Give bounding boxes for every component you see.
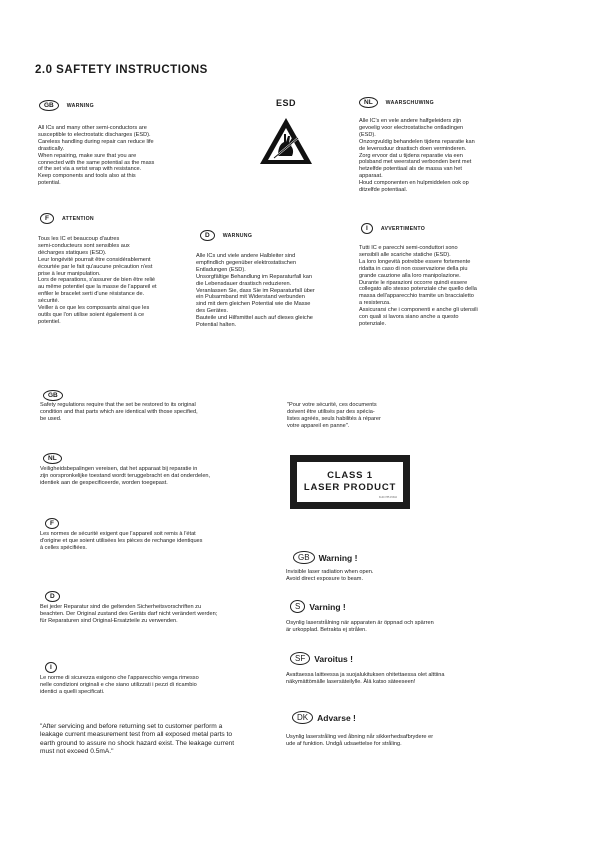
body-i-safety: Le norme di sicurezza esigono che l'apparecchio venga rimesso nelle condizioni originali e che siano utilizzati i pezzi di ricambio identici a quelli specificati. [40, 675, 199, 695]
warning-title-sf: Varoitus ! [314, 653, 353, 664]
body-nl-safety: Veiligheidsbepalingen vereisen, dat het apparaat bij reparatie in zijn oorspronkelijke toestand wordt teruggebracht en dat onderdelen, identiek aan de gespecificeerde, worden toegepast. [40, 466, 211, 486]
badge-nl-safety: NL [43, 453, 62, 464]
body-nl-esd: Alle IC's en vele andere halfgeleiders zijn gevoelig voor electrostatische ontladingen (ESD). Onzorgvuldig behandelen tijdens reparatie kan de levensduur drastisch doen verminderen. Zorg ervoor dat u tijdens reparatie via een polsband met weerstand verbonden bent met hetzelfde potentiaal als de massa van het apparaat. Houd componenten en hulpmiddelen ook op ditzelfde potentiaal. [359, 118, 475, 194]
body-d-esd: Alle ICs und viele andere Halbleiter sind empfindlich gegenüber elektrostatischen Entladungen (ESD). Unsorgfältige Behandlung im Reparaturfall kan die Lebensdauer drastisch reduzieren. Veranlassen Sie, dass Sie im Reparaturfall über ein Pulsarmband mit Widerstand verbunden sind mit dem gleichen Potential wie die Masse des Gerätes. Bauteile und Hilfsmittel auch auf dieses gleiche Potential halten. [196, 253, 315, 329]
laser-warning-body-s: Osynlig laserstrålning när apparaten är öppnad och spärren är urkopplad. Betrakta ej strålen. [286, 620, 434, 633]
warning-title-s: Varning ! [309, 601, 346, 612]
body-gb-safety: Safety regulations require that the set be restored to its original condition and that parts which are identical with those specified, be used. [40, 402, 198, 422]
warning-title-gb: Warning ! [318, 552, 358, 563]
badge-f-safety: F [45, 518, 59, 529]
badge-d: D [200, 230, 215, 241]
esd-label: ESD [276, 98, 297, 108]
laser-class-label [290, 455, 410, 509]
section-f-esd [40, 213, 94, 224]
badge-gb: GB [39, 100, 59, 111]
badge-sf-laser: SF [290, 652, 310, 665]
heading-warning: WARNING [66, 102, 94, 109]
badge-i-safety: I [45, 662, 57, 673]
laser-label-code: 3140 785 15310 [378, 496, 397, 499]
body-gb-esd: All ICs and many other semi-conductors are susceptible to electrostatic discharges (ESD). Careless handling during repair can reduce life drastically. When repairing, make sure that you are connected with the same potential as the mass of the set via a wrist wrap with resistance. Keep components and tools also at this potential. [38, 125, 155, 187]
badge-f: F [40, 213, 54, 224]
laser-warning-s [290, 600, 346, 613]
body-d-safety: Bei jeder Reparatur sind die geltenden Sicherheitsvorschriften zu beachten. Der Original zustand des Geräts darf nicht verändert werden; für Reparaturen sind Original-Ersatzteile zu verwenden. [40, 604, 218, 624]
body-i-esd: Tutti IC e parecchi semi-conduttori sono sensibili alle scariche statiche (ESD). La loro longevità potrebbe essere fortemente ridatta in caso di non osservazione della piu grande cauzione alla loro manipolazione. Durante le riparazioni occorre quindi essere collegato allo stesso potenziale che quello della massa dell'apparecchio tramite un braccialetto a resistenza. Assicurarsi che i componenti e anche gli utensili con quali si lavora siano anche a questo potenziale. [359, 245, 478, 327]
laser-warning-body-gb: Invisible laser radiation when open. Avoid direct exposure to beam. [286, 569, 374, 582]
heading-warnung: WARNUNG [222, 232, 253, 239]
section-d-esd [200, 230, 252, 241]
leakage-current-note: "After servicing and before returning set to customer perform a leakage current measurement test from all exposed metal parts to earth ground to assure no shock hazard exist. The leakage current must not exceed 0.5mA." [40, 723, 235, 755]
laser-product-line: LASER PRODUCT [303, 482, 397, 493]
body-f-safety: Les normes de sécurité exigent que l'appareil soit remis à l'état d'origine et que soient utilisées les pièces de rechange identiques à celles spécifiées. [40, 531, 203, 551]
esd-hand-warning-icon [258, 116, 314, 166]
section-gb-esd [39, 100, 94, 111]
laser-warning-body-sf: Avattaessa laitteessa ja suojalukituksen ohitettaessa olet alttiina näkymättömälle lasersäteilylle. Älä katso säteeseen! [286, 672, 445, 685]
badge-dk-laser: DK [292, 711, 313, 724]
warning-title-dk: Advarse ! [317, 712, 356, 723]
heading-avvertimento: AVVERTIMENTO [380, 225, 426, 232]
french-quote: "Pour votre sécurité, ces documents doivent être utilisés par des spécia- listes agréés, seuls habilités à réparer votre appareil en panne". [287, 402, 381, 429]
section-nl-esd [359, 97, 434, 108]
laser-warning-body-dk: Usynlig laserstråling ved åbning når sikkerhedsafbrydere er ude af funktion. Undgå udsaettelse for stråling. [286, 734, 434, 747]
laser-warning-dk [292, 711, 356, 724]
section-i-esd [361, 223, 425, 234]
heading-attention: ATTENTION [61, 215, 94, 222]
laser-warning-sf [290, 652, 353, 665]
laser-class-line: CLASS 1 [327, 470, 373, 481]
badge-gb-laser: GB [293, 551, 315, 564]
badge-i: I [361, 223, 373, 234]
badge-s-laser: S [290, 600, 305, 613]
badge-d-safety: D [45, 591, 60, 602]
body-f-esd: Tous les IC et beaucoup d'autres semi-conducteurs sont sensibles aux décharges statiques (ESD). Leur longévité pourrait être considérablement écourtée par le fait qu'aucune précaution n'est prise à leur manipulation. Lors de reparations, s'assurer de bien être relié au même potentiel que la masse de l'appareil et enfiler le bracelet serti d'une résistance de. sécurité. Veiller à ce que les composants ainsi que les outils que l'on utilise soient également à ce potentiel. [38, 236, 157, 325]
page-title: 2.0 SAFTETY INSTRUCTIONS [35, 64, 208, 76]
heading-waarschuwing: WAARSCHUWING [385, 99, 434, 106]
badge-nl: NL [359, 97, 378, 108]
laser-warning-gb [293, 551, 357, 564]
badge-gb-safety: GB [43, 390, 63, 401]
